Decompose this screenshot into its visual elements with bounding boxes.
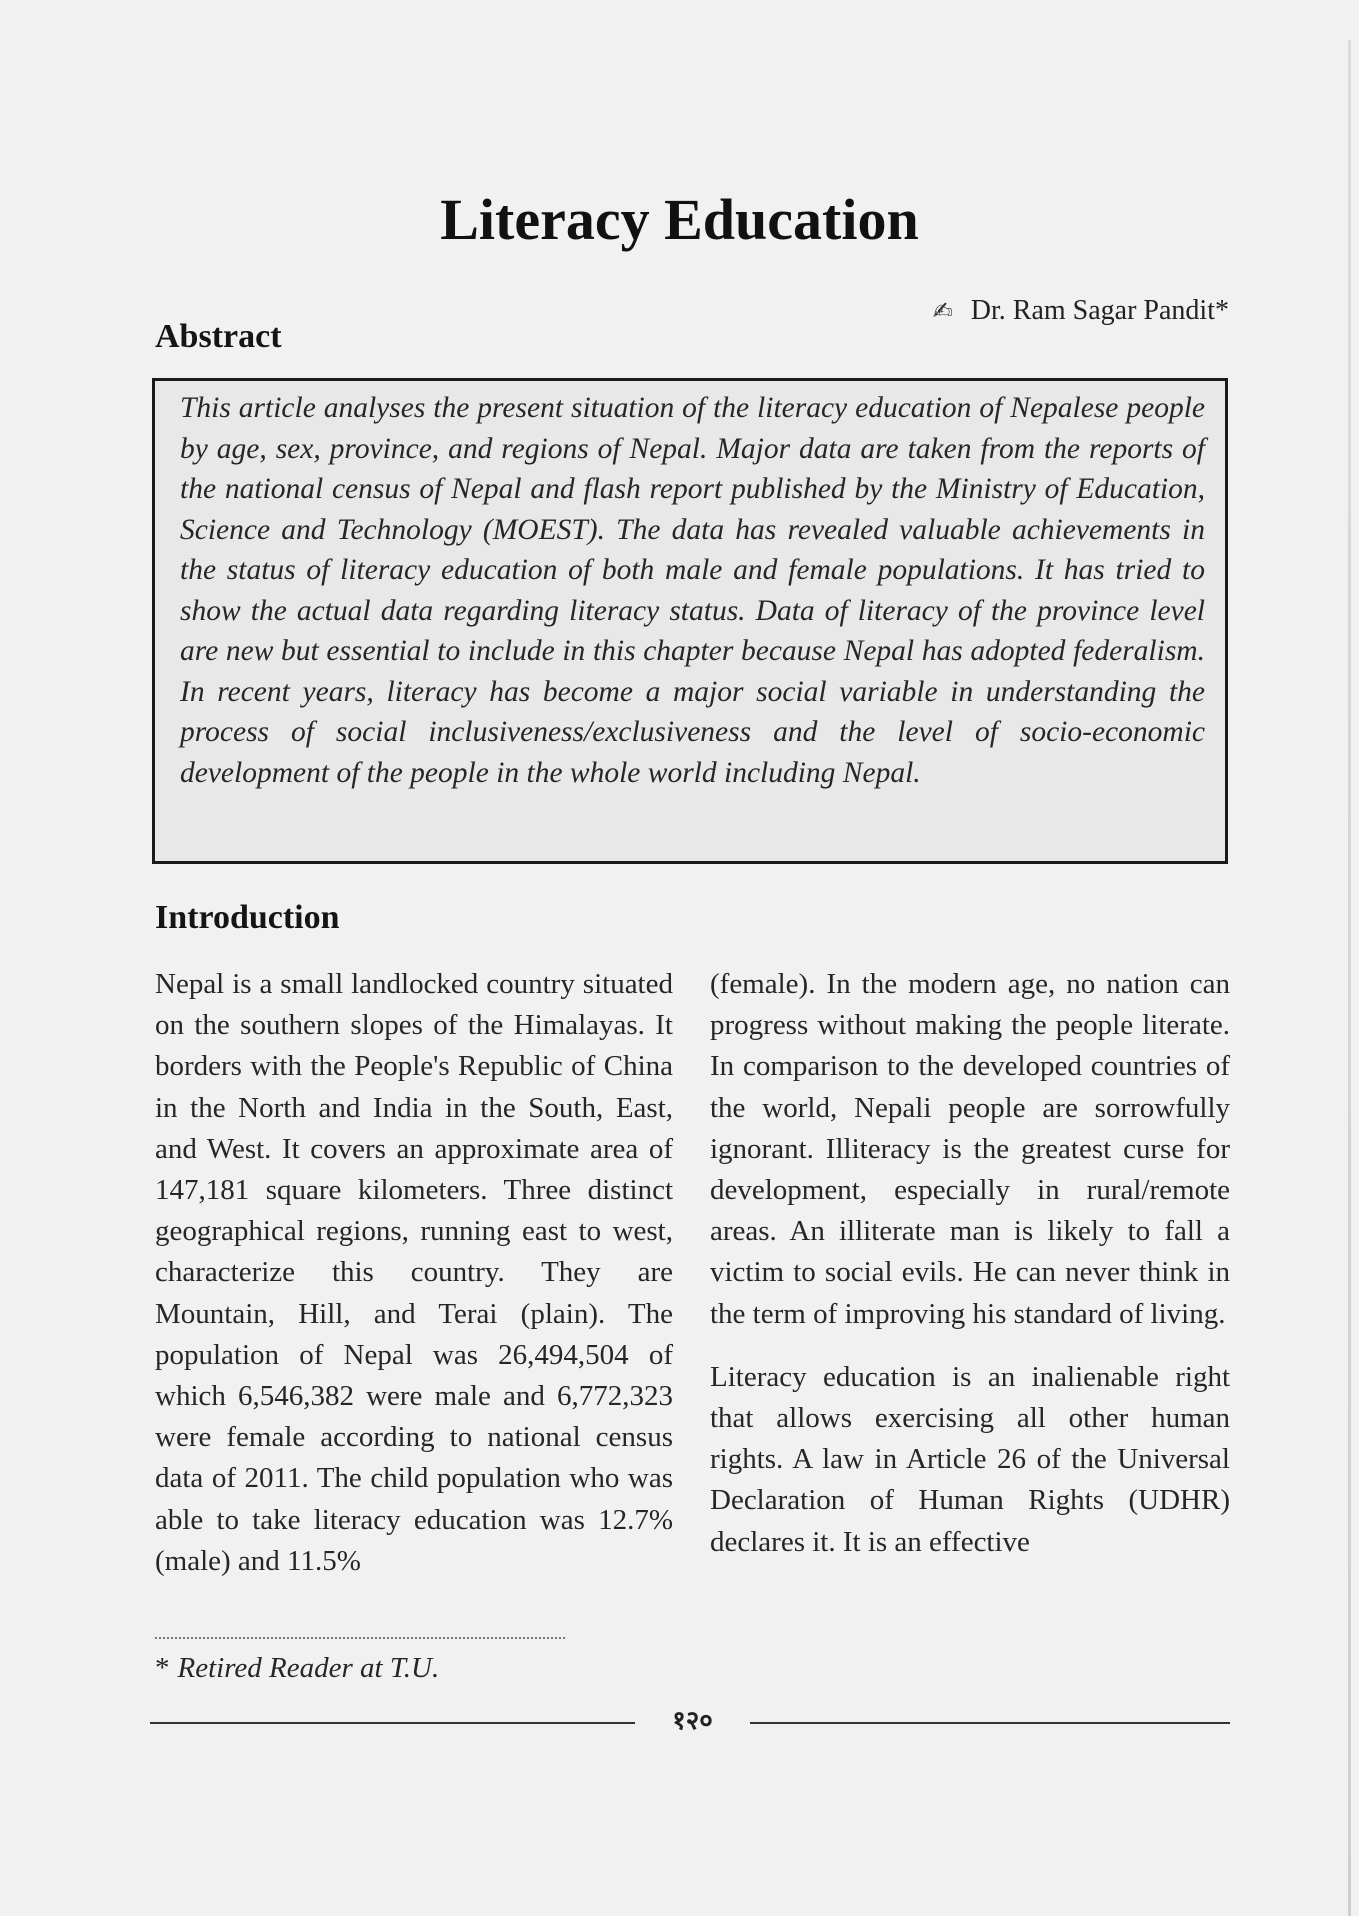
intro-p1-part-b: (female). In the modern age, no nation can progress without making the people literate. In comparison to the developed countries of the world, Nepali people are sorrowfully ignorant. Illiteracy is the greatest curse for development, especially in rural/remote areas. An illiterate man is likely to fall a victim to social evils. He can never think in the term of improving his standard of living. (710, 968, 1230, 1330)
introduction-paragraph-1-continued (710, 964, 1230, 1335)
abstract-heading: Abstract (155, 318, 282, 355)
introduction-paragraph-1 (155, 964, 673, 1582)
footnote-text: Retired Reader at T.U. (177, 1652, 440, 1684)
abstract-box (152, 378, 1228, 864)
introduction-heading: Introduction (155, 899, 340, 936)
introduction-column-right (710, 964, 1230, 1563)
page-number: १२० (672, 1706, 713, 1736)
article-title: Literacy Education (440, 187, 919, 252)
introduction-paragraph-2: Literacy education is an inalienable right that allows exercising all other human rights. A law in Article 26 of the Universal Declaration of Human Rights (UDHR) declares it. It is an effective (710, 1360, 1230, 1558)
scan-edge-shadow (1348, 40, 1351, 1916)
footer-rule-left (150, 1722, 635, 1724)
author-name: Dr. Ram Sagar Pandit* (970, 295, 1229, 326)
author-byline (933, 293, 1229, 330)
intro-p1-part-a: Nepal is a small landlocked country situated on the southern slopes of the Himalayas. It borders with the People's Republic of China in the North and India in the South, East, and West. It covers an approximate area of 147,181 square kilometers. Three distinct geographical regions, running east to west, characterize this country. They are Mountain, Hill, and Terai (plain). The population of Nepal was 26,494,504 of which 6,546,382 were male and 6,772,323 were female according to national census data of 2011. The child population who was able to take literacy education was 12.7% (male) and 11.5% (155, 968, 673, 1577)
footnote-divider (155, 1637, 565, 1639)
footnote-marker: * (155, 1652, 170, 1684)
footnote (155, 1650, 439, 1686)
abstract-text: This article analyses the present situation of the literacy education of Nepalese people by age, sex, province, and regions of Nepal. Major data are taken from the reports of the national census of Nepal and flash report published by the Ministry of Education, Science and Technology (MOEST). The data has revealed valuable achievements in the status of literacy education of both male and female populations. It has tried to show the actual data regarding literacy status. Data of literacy of the province level are new but essential to include in this chapter because Nepal has adopted federalism. In recent years, literacy has become a major social variable in understanding the process of social inclusiveness/exclusiveness and the level of socio-economic development of the people in the whole world including Nepal. (180, 392, 1205, 789)
pen-icon: ✍︎ (932, 299, 953, 325)
introduction-column-left (155, 964, 673, 1582)
footer-rule-right (750, 1722, 1230, 1724)
